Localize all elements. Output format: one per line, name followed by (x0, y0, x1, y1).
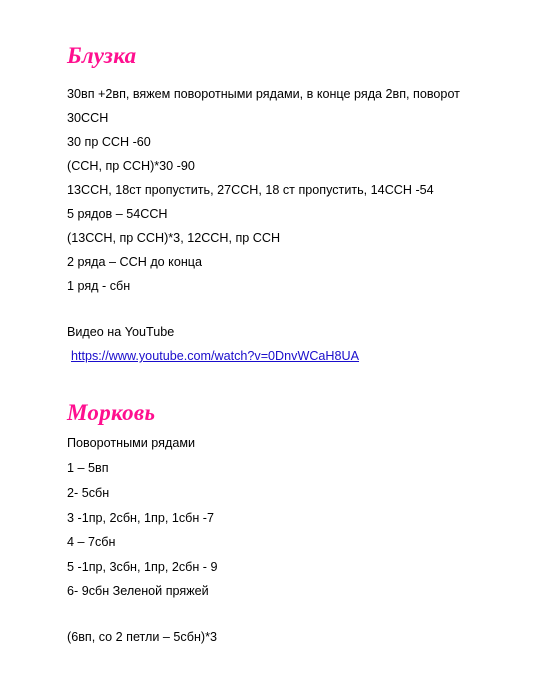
pattern-line: 3 -1пр, 2сбн, 1пр, 1сбн -7 (67, 511, 214, 525)
pattern-line: 6- 9сбн Зеленой пряжей (67, 584, 209, 598)
section-title-blouse: Блузка (67, 43, 137, 68)
pattern-line: (ССН, пр ССН)*30 -90 (67, 159, 195, 173)
pattern-line: 5 -1пр, 3сбн, 1пр, 2сбн - 9 (67, 560, 218, 574)
pattern-line: 2 ряда – ССН до конца (67, 255, 203, 269)
pattern-line: 1 – 5вп (67, 461, 109, 475)
section-title-carrot: Морковь (67, 400, 156, 425)
pattern-line: 13ССН, 18ст пропустить, 27ССН, 18 ст пропустить, 14ССН -54 (67, 183, 434, 197)
pattern-line: 4 – 7сбн (67, 535, 116, 549)
pattern-line: 5 рядов – 54ССН (67, 207, 168, 221)
video-label: Видео на YouTube (67, 325, 175, 339)
pattern-line: Поворотными рядами (67, 436, 196, 450)
pattern-line: (6вп, со 2 петли – 5сбн)*3 (67, 630, 217, 644)
pattern-line: 2- 5сбн (67, 486, 110, 500)
pattern-line: 30вп +2вп, вяжем поворотными рядами, в конце ряда 2вп, поворот (67, 87, 460, 101)
pattern-line: 30 пр ССН -60 (67, 135, 151, 149)
youtube-link[interactable]: https://www.youtube.com/watch?v=0DnvWCaH8UA (71, 349, 360, 363)
pattern-line: (13ССН, пр ССН)*3, 12ССН, пр ССН (67, 231, 281, 245)
pattern-line: 30ССН (67, 111, 109, 125)
pattern-line: 1 ряд - сбн (67, 279, 131, 293)
